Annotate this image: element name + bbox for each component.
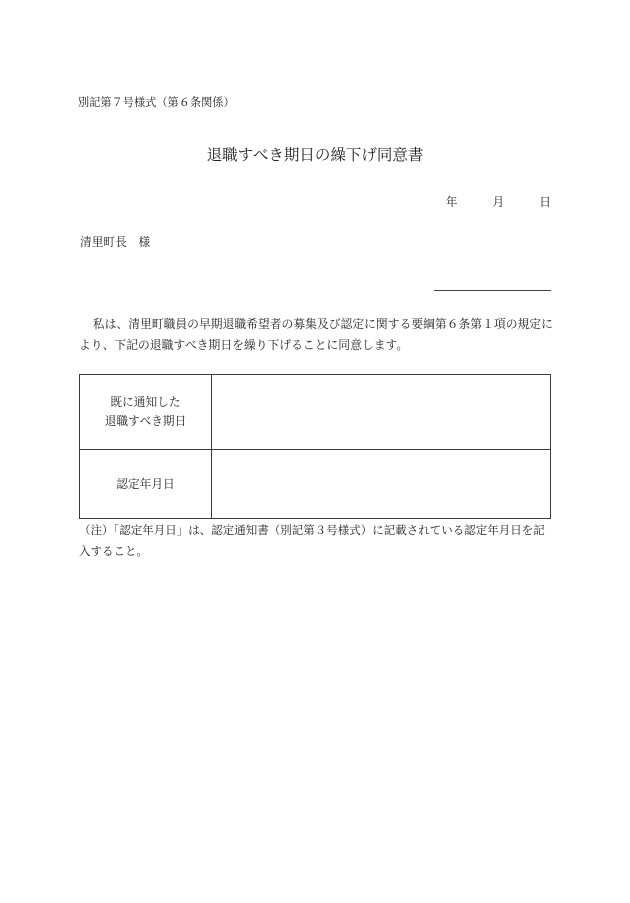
note-text-line: 入すること。 bbox=[79, 546, 148, 558]
row-value-cell-notified-retirement-date bbox=[212, 375, 550, 449]
row-label-notified-retirement-date bbox=[80, 375, 211, 449]
signature-line bbox=[434, 290, 551, 291]
row-label-approval-date bbox=[80, 450, 211, 518]
row-value-cell-approval-date bbox=[212, 450, 550, 518]
body-text-line: 私は、清里町職員の早期退職希望者の募集及び認定に関する要綱第６条第１項の規定に bbox=[81, 317, 553, 331]
row-label-line: 既に通知した bbox=[110, 396, 181, 409]
date-line: 年 月 日 bbox=[445, 196, 551, 209]
row-label-line: 退職すべき期日 bbox=[104, 415, 187, 428]
consent-table bbox=[79, 374, 551, 519]
form-number: 別記第７号様式（第６条関係） bbox=[78, 97, 235, 109]
document-title: 退職すべき期日の繰下げ同意書 bbox=[206, 147, 424, 164]
addressee: 清里町長 様 bbox=[80, 236, 151, 249]
note-text-line: （注）「認定年月日」は、認定通知書（別記第３号様式）に記載されている認定年月日を記 bbox=[79, 525, 545, 537]
body-text-line: より、下記の退職すべき期日を繰り下げることに同意します。 bbox=[79, 338, 409, 352]
row-label-line: 認定年月日 bbox=[116, 477, 175, 491]
